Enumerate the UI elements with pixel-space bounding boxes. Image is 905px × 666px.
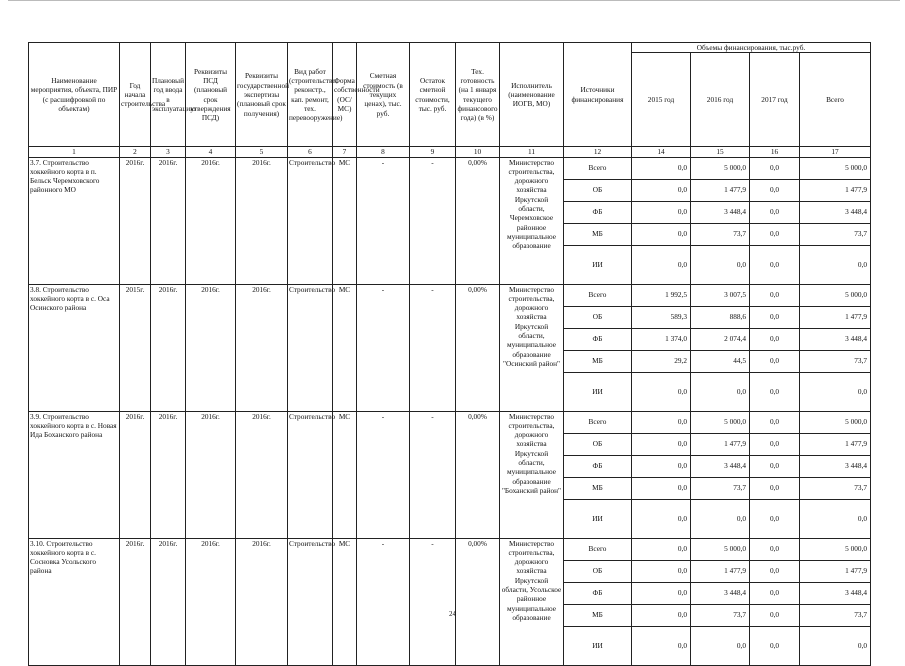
column-number: 11: [500, 147, 564, 157]
start-year: 2016г.: [120, 411, 151, 538]
amount-2015: 0,0: [632, 201, 691, 223]
amount-2017: 0,0: [750, 284, 800, 306]
amount-total: 73,7: [800, 223, 871, 245]
planned-year: 2016г.: [151, 411, 186, 538]
column-number: 15: [691, 147, 750, 157]
ownership: МС: [333, 538, 357, 665]
column-number: 17: [800, 147, 871, 157]
start-year: 2016г.: [120, 538, 151, 665]
financing-table: [28, 42, 871, 666]
funding-source: МБ: [564, 223, 632, 245]
page-number: 24: [449, 610, 456, 618]
table-row: [29, 284, 871, 306]
amount-2017: 0,0: [750, 455, 800, 477]
header-total: Всего: [800, 53, 871, 147]
amount-2016: 888,6: [691, 306, 750, 328]
funding-source: ОБ: [564, 179, 632, 201]
work-type: Строительство: [288, 284, 333, 411]
remaining-cost: -: [410, 411, 456, 538]
amount-2015: 0,0: [632, 626, 691, 665]
page-edge: [8, 0, 900, 1]
amount-2015: 0,0: [632, 411, 691, 433]
estimated-cost: -: [357, 411, 410, 538]
column-number: 10: [456, 147, 500, 157]
funding-source: МБ: [564, 477, 632, 499]
amount-2015: 0,0: [632, 157, 691, 179]
amount-2015: 0,0: [632, 560, 691, 582]
amount-2015: 0,0: [632, 477, 691, 499]
psd-date: 2016г.: [186, 411, 236, 538]
executor: Министерство строительства, дорожного хозяйства Иркутской области, Черемховское районное муниципальное образование: [500, 157, 564, 284]
funding-source: МБ: [564, 350, 632, 372]
amount-total: 0,0: [800, 626, 871, 665]
header-year-2016: 2016 год: [691, 53, 750, 147]
expertise-date: 2016г.: [236, 411, 288, 538]
table-row: [29, 411, 871, 433]
estimated-cost: -: [357, 157, 410, 284]
column-number: 8: [357, 147, 410, 157]
amount-total: 0,0: [800, 372, 871, 411]
executor: Министерство строительства, дорожного хозяйства Иркутской области, муниципальное образование "Боханский район": [500, 411, 564, 538]
amount-2015: 0,0: [632, 499, 691, 538]
header-start-year: Год начала строительства: [120, 43, 151, 147]
amount-2017: 0,0: [750, 328, 800, 350]
header-readiness: Тех. готовность (на 1 января текущего финансового года) (в %): [456, 43, 500, 147]
funding-source: ОБ: [564, 433, 632, 455]
table-row: [29, 538, 871, 560]
amount-2016: 73,7: [691, 477, 750, 499]
amount-2016: 5 000,0: [691, 157, 750, 179]
column-number: 5: [236, 147, 288, 157]
planned-year: 2016г.: [151, 157, 186, 284]
amount-2016: 0,0: [691, 245, 750, 284]
amount-2015: 0,0: [632, 223, 691, 245]
ownership: МС: [333, 284, 357, 411]
amount-2015: 29,2: [632, 350, 691, 372]
header-year-2017: 2017 год: [750, 53, 800, 147]
amount-2015: 1 992,5: [632, 284, 691, 306]
funding-source: ФБ: [564, 455, 632, 477]
column-number: 6: [288, 147, 333, 157]
readiness: 0,00%: [456, 411, 500, 538]
amount-2017: 0,0: [750, 499, 800, 538]
amount-total: 73,7: [800, 350, 871, 372]
funding-source: ИИ: [564, 626, 632, 665]
planned-year: 2016г.: [151, 538, 186, 665]
amount-total: 0,0: [800, 245, 871, 284]
work-type: Строительство: [288, 411, 333, 538]
estimated-cost: -: [357, 538, 410, 665]
remaining-cost: -: [410, 157, 456, 284]
header-work-type: Вид работ (строительство, реконстр., кап. ремонт, тех. перевооружение): [288, 43, 333, 147]
work-type: Строительство: [288, 157, 333, 284]
funding-source: МБ: [564, 604, 632, 626]
amount-2015: 1 374,0: [632, 328, 691, 350]
amount-2015: 0,0: [632, 604, 691, 626]
psd-date: 2016г.: [186, 157, 236, 284]
funding-source: Всего: [564, 411, 632, 433]
amount-2016: 0,0: [691, 626, 750, 665]
funding-source: ИИ: [564, 245, 632, 284]
amount-2016: 2 074,4: [691, 328, 750, 350]
column-number: 3: [151, 147, 186, 157]
planned-year: 2016г.: [151, 284, 186, 411]
amount-2016: 3 448,4: [691, 582, 750, 604]
column-number: 2: [120, 147, 151, 157]
object-name: 3.8. Строительство хоккейного корта в с. Оса Осинского района: [29, 284, 120, 411]
amount-2017: 0,0: [750, 477, 800, 499]
header-funding-group: Объемы финансирования, тыс.руб.: [632, 43, 871, 53]
object-name: 3.9. Строительство хоккейного корта в с. Новая Ида Боханского района: [29, 411, 120, 538]
amount-total: 3 448,4: [800, 455, 871, 477]
amount-2016: 0,0: [691, 499, 750, 538]
column-number: 4: [186, 147, 236, 157]
amount-2015: 589,3: [632, 306, 691, 328]
header-name: Наименование мероприятия, объекта, ПИР (с расшифровкой по объектам): [29, 43, 120, 147]
amount-total: 73,7: [800, 604, 871, 626]
psd-date: 2016г.: [186, 284, 236, 411]
column-number-row: [29, 147, 871, 157]
amount-2016: 3 448,4: [691, 455, 750, 477]
work-type: Строительство: [288, 538, 333, 665]
header-remaining-cost: Остаток сметной стоимости, тыс. руб.: [410, 43, 456, 147]
remaining-cost: -: [410, 284, 456, 411]
column-number: 7: [333, 147, 357, 157]
amount-2016: 3 448,4: [691, 201, 750, 223]
amount-2015: 0,0: [632, 245, 691, 284]
amount-2016: 0,0: [691, 372, 750, 411]
expertise-date: 2016г.: [236, 157, 288, 284]
amount-total: 1 477,9: [800, 179, 871, 201]
amount-2017: 0,0: [750, 582, 800, 604]
amount-2015: 0,0: [632, 538, 691, 560]
object-name: 3.7. Строительство хоккейного корта в п. Бельск Черемховского районного МО: [29, 157, 120, 284]
amount-2017: 0,0: [750, 157, 800, 179]
amount-2016: 44,5: [691, 350, 750, 372]
amount-2015: 0,0: [632, 179, 691, 201]
amount-2015: 0,0: [632, 433, 691, 455]
executor: Министерство строительства, дорожного хозяйства Иркутской области, муниципальное образование "Осинский район": [500, 284, 564, 411]
amount-2017: 0,0: [750, 560, 800, 582]
amount-2016: 3 007,5: [691, 284, 750, 306]
amount-total: 3 448,4: [800, 582, 871, 604]
executor: Министерство строительства, дорожного хозяйства Иркутской области, Усольское районное муниципальное образование: [500, 538, 564, 665]
amount-total: 73,7: [800, 477, 871, 499]
header-year-2015: 2015 год: [632, 53, 691, 147]
amount-2017: 0,0: [750, 433, 800, 455]
amount-2015: 0,0: [632, 455, 691, 477]
ownership: МС: [333, 411, 357, 538]
amount-2016: 5 000,0: [691, 538, 750, 560]
amount-2015: 0,0: [632, 582, 691, 604]
amount-2017: 0,0: [750, 179, 800, 201]
estimated-cost: -: [357, 284, 410, 411]
amount-2017: 0,0: [750, 626, 800, 665]
funding-source: ИИ: [564, 499, 632, 538]
readiness: 0,00%: [456, 538, 500, 665]
header-executor: Исполнитель (наименование ИОГВ, МО): [500, 43, 564, 147]
amount-total: 3 448,4: [800, 201, 871, 223]
remaining-cost: -: [410, 538, 456, 665]
expertise-date: 2016г.: [236, 538, 288, 665]
amount-total: 1 477,9: [800, 560, 871, 582]
psd-date: 2016г.: [186, 538, 236, 665]
table-header: [29, 43, 871, 158]
column-number: 14: [632, 147, 691, 157]
amount-2016: 1 477,9: [691, 179, 750, 201]
amount-2017: 0,0: [750, 411, 800, 433]
amount-2017: 0,0: [750, 223, 800, 245]
start-year: 2016г.: [120, 157, 151, 284]
start-year: 2015г.: [120, 284, 151, 411]
amount-2017: 0,0: [750, 350, 800, 372]
funding-source: ФБ: [564, 201, 632, 223]
expertise-date: 2016г.: [236, 284, 288, 411]
amount-2017: 0,0: [750, 201, 800, 223]
amount-2016: 1 477,9: [691, 560, 750, 582]
header-estimated-cost: Сметная стоимость (в текущих ценах), тыс. руб.: [357, 43, 410, 147]
header-sources: Источники финансирования: [564, 43, 632, 147]
column-number: 1: [29, 147, 120, 157]
funding-source: ИИ: [564, 372, 632, 411]
funding-source: Всего: [564, 157, 632, 179]
amount-total: 5 000,0: [800, 284, 871, 306]
amount-2017: 0,0: [750, 245, 800, 284]
amount-2017: 0,0: [750, 306, 800, 328]
funding-source: ФБ: [564, 582, 632, 604]
amount-2017: 0,0: [750, 372, 800, 411]
amount-2016: 1 477,9: [691, 433, 750, 455]
funding-source: ОБ: [564, 306, 632, 328]
amount-2016: 73,7: [691, 223, 750, 245]
funding-source: Всего: [564, 538, 632, 560]
amount-total: 5 000,0: [800, 157, 871, 179]
ownership: МС: [333, 157, 357, 284]
table-row: [29, 157, 871, 179]
amount-2015: 0,0: [632, 372, 691, 411]
amount-total: 3 448,4: [800, 328, 871, 350]
table-body: [29, 157, 871, 665]
amount-total: 5 000,0: [800, 538, 871, 560]
column-number: 16: [750, 147, 800, 157]
funding-source: Всего: [564, 284, 632, 306]
readiness: 0,00%: [456, 284, 500, 411]
header-ownership: Форма собственности (ОС/МС): [333, 43, 357, 147]
amount-2016: 5 000,0: [691, 411, 750, 433]
amount-total: 1 477,9: [800, 433, 871, 455]
object-name: 3.10. Строительство хоккейного корта в с. Сосновка Усольского района: [29, 538, 120, 665]
funding-source: ОБ: [564, 560, 632, 582]
column-number: 9: [410, 147, 456, 157]
amount-2017: 0,0: [750, 538, 800, 560]
amount-2017: 0,0: [750, 604, 800, 626]
funding-source: ФБ: [564, 328, 632, 350]
amount-total: 1 477,9: [800, 306, 871, 328]
header-planned-year: Плановый год ввода в эксплуатацию: [151, 43, 186, 147]
header-psd: Реквизиты ПСД (плановый срок утверждения ПСД): [186, 43, 236, 147]
column-number: 12: [564, 147, 632, 157]
header-state-expertise: Реквизиты государственной экспертизы (плановый срок получения): [236, 43, 288, 147]
amount-2016: 73,7: [691, 604, 750, 626]
amount-total: 0,0: [800, 499, 871, 538]
readiness: 0,00%: [456, 157, 500, 284]
amount-total: 5 000,0: [800, 411, 871, 433]
